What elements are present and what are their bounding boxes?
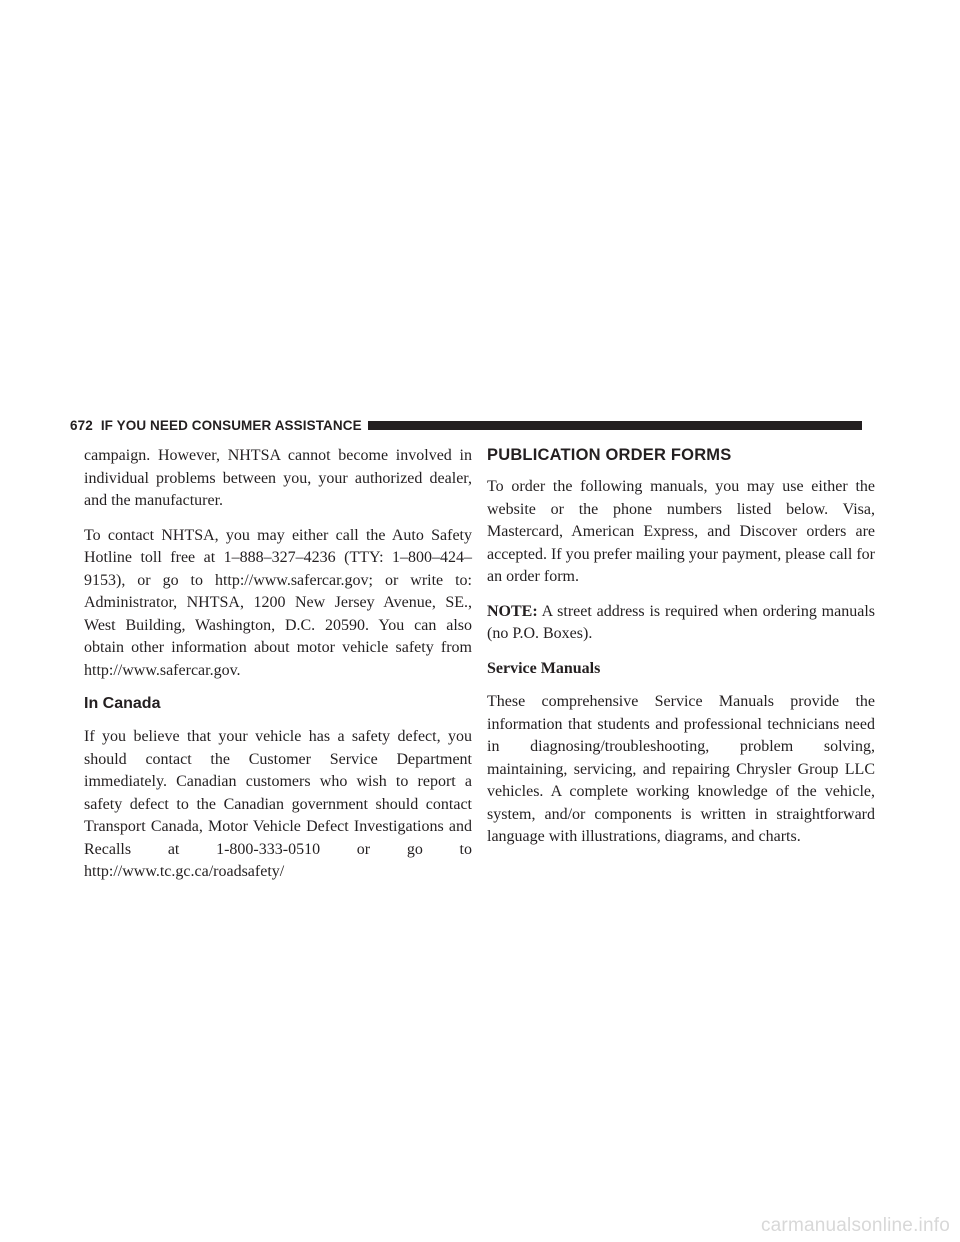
right-column — [487, 445, 875, 861]
note-text: A street address is required when ordering manuals (no P.O. Boxes). — [487, 602, 875, 642]
heading-publication-order-forms: PUBLICATION ORDER FORMS — [487, 446, 732, 464]
header-text — [70, 418, 368, 433]
paragraph-contact-nhtsa: To contact NHTSA, you may either call the Auto Safety Hotline toll free at 1–888–327–4236 (TTY: 1–800–424–9153), or go to http://www.safercar.gov; or write to: Administrator, NHTSA, 1200 New Jersey Avenue, SE., West Building, Washington, D.C. 20590. You can also obtain other information about motor vehicle safety from http://www.safercar.gov. — [84, 526, 472, 679]
subheading-service-manuals: Service Manuals — [487, 659, 601, 677]
watermark: carmanualsonline.info — [760, 1215, 950, 1236]
section-title: IF YOU NEED CONSUMER ASSISTANCE — [100, 417, 362, 433]
note-label: NOTE: — [487, 602, 538, 620]
heading-in-canada: In Canada — [84, 695, 161, 712]
left-column — [84, 445, 472, 896]
page-number: 672 — [70, 417, 93, 433]
paragraph-nhtsa-campaign: campaign. However, NHTSA cannot become involved in individual problems between you, your authorized dealer, and the manufacturer. — [84, 447, 472, 509]
header-rule — [368, 421, 862, 430]
page-header — [70, 417, 862, 433]
paragraph-service-manuals: These comprehensive Service Manuals provide the information that students and professional technicians need in diagnosing/troubleshooting, problem solving, maintaining, servicing, and repairing Chrysler Group LLC vehicles. A complete working knowledge of the vehicle, system, and/or components is written in straightforward language with illustrations, diagrams, and charts. — [487, 693, 875, 845]
paragraph-ordering: To order the following manuals, you may use either the website or the phone numbers listed below. Visa, Mastercard, American Express, and Discover orders are accepted. If you prefer mailing your payment, please call for an order form. — [487, 478, 875, 585]
paragraph-canada: If you believe that your vehicle has a safety defect, you should contact the Customer Service Department immediately. Canadian customers who wish to report a safety defect to the Canadian government should contact Transport Canada, Motor Vehicle Defect Investigations and Recalls at 1-800-333-0510 or go to http://www.tc.gc.ca/roadsafety/ — [84, 728, 472, 880]
note-paragraph — [487, 601, 875, 646]
